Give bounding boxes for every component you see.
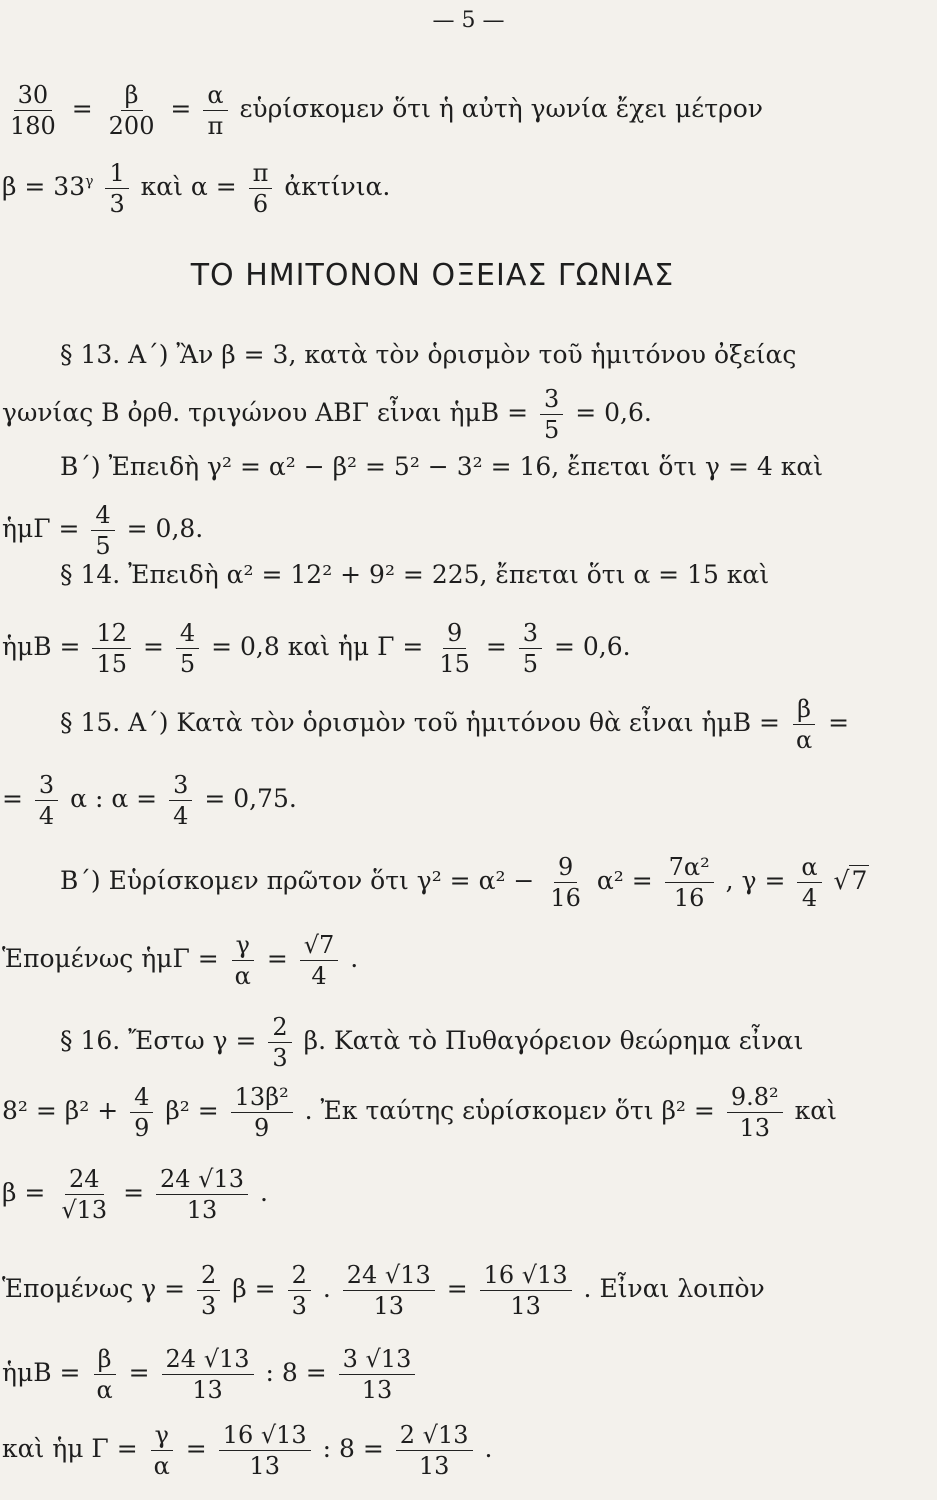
fraction: $\frac{16 √13}{13}$ — [480, 1260, 572, 1321]
paragraph-15a: § 15. Α΄) Κατὰ τὸν ὁρισμὸν τοῦ ἡμιτόνου θὰ εἶναι ἡμΒ = $\frac{\beta}{\alpha}$ = — [60, 695, 850, 754]
equation-16d: ἡμΒ = $\frac{\beta}{\alpha}$ = $\frac{24 √13}{13}$ : 8 = $\frac{3 √13}{13}$ — [2, 1344, 419, 1405]
paragraph-14: § 14. Ἐπειδὴ α² = 12² + 9² = 225, ἔπεται ὅτι α = 15 καὶ — [60, 560, 770, 589]
fraction: $\frac{24 √13}{13}$ — [156, 1164, 248, 1225]
fraction: $\frac{3}{5}$ — [540, 384, 563, 445]
paragraph-13b: Β΄) Ἐπειδὴ γ² = α² − β² = 5² − 3² = 16, ἔπεται ὅτι γ = 4 καὶ — [60, 452, 824, 481]
fraction: $\frac{3 √13}{13}$ — [339, 1344, 416, 1405]
fraction: $\frac{2 √13}{13}$ — [396, 1420, 473, 1481]
fraction: $\frac{9}{15}$ — [439, 619, 470, 678]
angle-conversion-line: $\frac{30}{180}$ = $\frac{\beta}{200}$ = $\frac{\alpha}{\pi}$ εὑρίσκομεν ὅτι ἡ αὐτὴ γωνία ἔχει μέτρον — [2, 80, 763, 141]
equation-16c: Ἑπομένως γ = $\frac{2}{3}$ β = $\frac{2}{3}$ . $\frac{24 √13}{13}$ = $\frac{16 √13}{13}$ . Εἶναι λοιπὸν — [2, 1261, 765, 1320]
fraction: $\frac{2}{3}$ — [288, 1260, 311, 1321]
fraction: $\frac{1}{3}$ — [105, 158, 128, 219]
text: εὑρίσκομεν ὅτι ἡ αὐτὴ γωνία ἔχει μέτρον — [239, 94, 764, 123]
fraction: $\frac{4}{9}$ — [130, 1082, 153, 1143]
fraction: $\frac{\gamma}{\alpha}$ — [231, 930, 255, 991]
fraction: $\frac{\text{13β²}}{9}$ — [231, 1082, 293, 1143]
fraction: $\frac{24}{√13}$ — [61, 1165, 108, 1224]
page-number: — 5 — — [432, 8, 505, 33]
paragraph-15b: Β΄) Εὑρίσκομεν πρῶτον ὅτι γ² = α² − $\frac{9}{16}$ α² = $\frac{\text{7α²}}{16}$ , γ = $\frac{\alpha}{4}$ √7 — [60, 853, 868, 912]
equation-16a: 8² = β² + $\frac{4}{9}$ β² = $\frac{\text{13β²}}{9}$ . Ἐκ ταύτης εὑρίσκομεν ὅτι β² = $\frac{\text{9.8²}}{13}$ καὶ — [2, 1083, 837, 1142]
equation-16b: β = $\frac{24}{√13}$ = $\frac{24 √13}{13}$ . — [2, 1165, 268, 1224]
equation-16e: καὶ ἡμ Γ = $\frac{\gamma}{\alpha}$ = $\frac{16 √13}{13}$ : 8 = $\frac{2 √13}{13}$ . — [2, 1421, 493, 1480]
fraction: $\frac{2}{3}$ — [197, 1260, 220, 1321]
fraction: $\frac{\pi}{6}$ — [249, 158, 273, 219]
fraction: $\frac{\beta}{200}$ — [108, 81, 155, 140]
equation-15a: = $\frac{3}{4}$ α : α = $\frac{3}{4}$ = 0,75. — [2, 771, 297, 830]
fraction: $\frac{√7}{4}$ — [300, 930, 339, 991]
paragraph-13a: § 13. Α΄) Ἂν β = 3, κατὰ τὸν ὁρισμὸν τοῦ ἡμιτόνου ὀξείας — [60, 340, 797, 369]
fraction: $\frac{16 √13}{13}$ — [219, 1420, 311, 1481]
equation-13b: ἡμΓ = $\frac{4}{5}$ = 0,8. — [2, 501, 204, 560]
equation-15b: Ἑπομένως ἡμΓ = $\frac{\gamma}{\alpha}$ = $\frac{√7}{4}$ . — [2, 931, 359, 990]
fraction: $\frac{3}{4}$ — [169, 770, 192, 831]
section-heading: ΤΟ ΗΜΙΤΟΝΟΝ ΟΞΕΙΑΣ ΓΩΝΙΑΣ — [190, 258, 675, 293]
fraction: $\frac{24 √13}{13}$ — [162, 1344, 254, 1405]
fraction: $\frac{9}{16}$ — [550, 853, 581, 912]
fraction: $\frac{\alpha}{4}$ — [797, 852, 821, 913]
fraction: $\frac{\text{9.8²}}{13}$ — [727, 1082, 783, 1143]
paragraph-16: § 16. Ἔστω γ = $\frac{2}{3}$ β. Κατὰ τὸ Πυθαγόρειον θεώρημα εἶναι — [60, 1013, 804, 1072]
equation-14: ἡμΒ = $\frac{12}{15}$ = $\frac{4}{5}$ = 0,8 καὶ ἡμ Γ = $\frac{9}{15}$ = $\frac{3}{5}$ = 0,6. — [2, 619, 631, 678]
fraction: $\frac{\beta}{\alpha}$ — [792, 694, 816, 755]
equation-13a: γωνίας Β ὀρθ. τριγώνου ΑΒΓ εἶναι ἡμΒ = $\frac{3}{5}$ = 0,6. — [2, 385, 652, 444]
fraction: $\frac{30}{180}$ — [10, 81, 56, 140]
fraction: $\frac{\text{7α²}}{16}$ — [665, 852, 714, 913]
fraction: $\frac{12}{15}$ — [92, 618, 131, 679]
fraction: $\frac{3}{5}$ — [519, 618, 542, 679]
fraction: $\frac{3}{4}$ — [35, 770, 58, 831]
fraction: $\frac{2}{3}$ — [268, 1012, 291, 1073]
fraction: $\frac{24 √13}{13}$ — [343, 1260, 435, 1321]
fraction: $\frac{4}{5}$ — [91, 500, 114, 561]
fraction: $\frac{4}{5}$ — [176, 618, 199, 679]
fraction: $\frac{\gamma}{\alpha}$ — [150, 1420, 174, 1481]
fraction: $\frac{\alpha}{\pi}$ — [203, 80, 227, 141]
angle-result-line: $\beta = 33^\gamma$ $\frac{1}{3}$ καὶ α = $\frac{\pi}{6}$ ἀκτίνια. — [2, 159, 391, 218]
fraction: $\frac{\beta}{\alpha}$ — [92, 1344, 116, 1405]
